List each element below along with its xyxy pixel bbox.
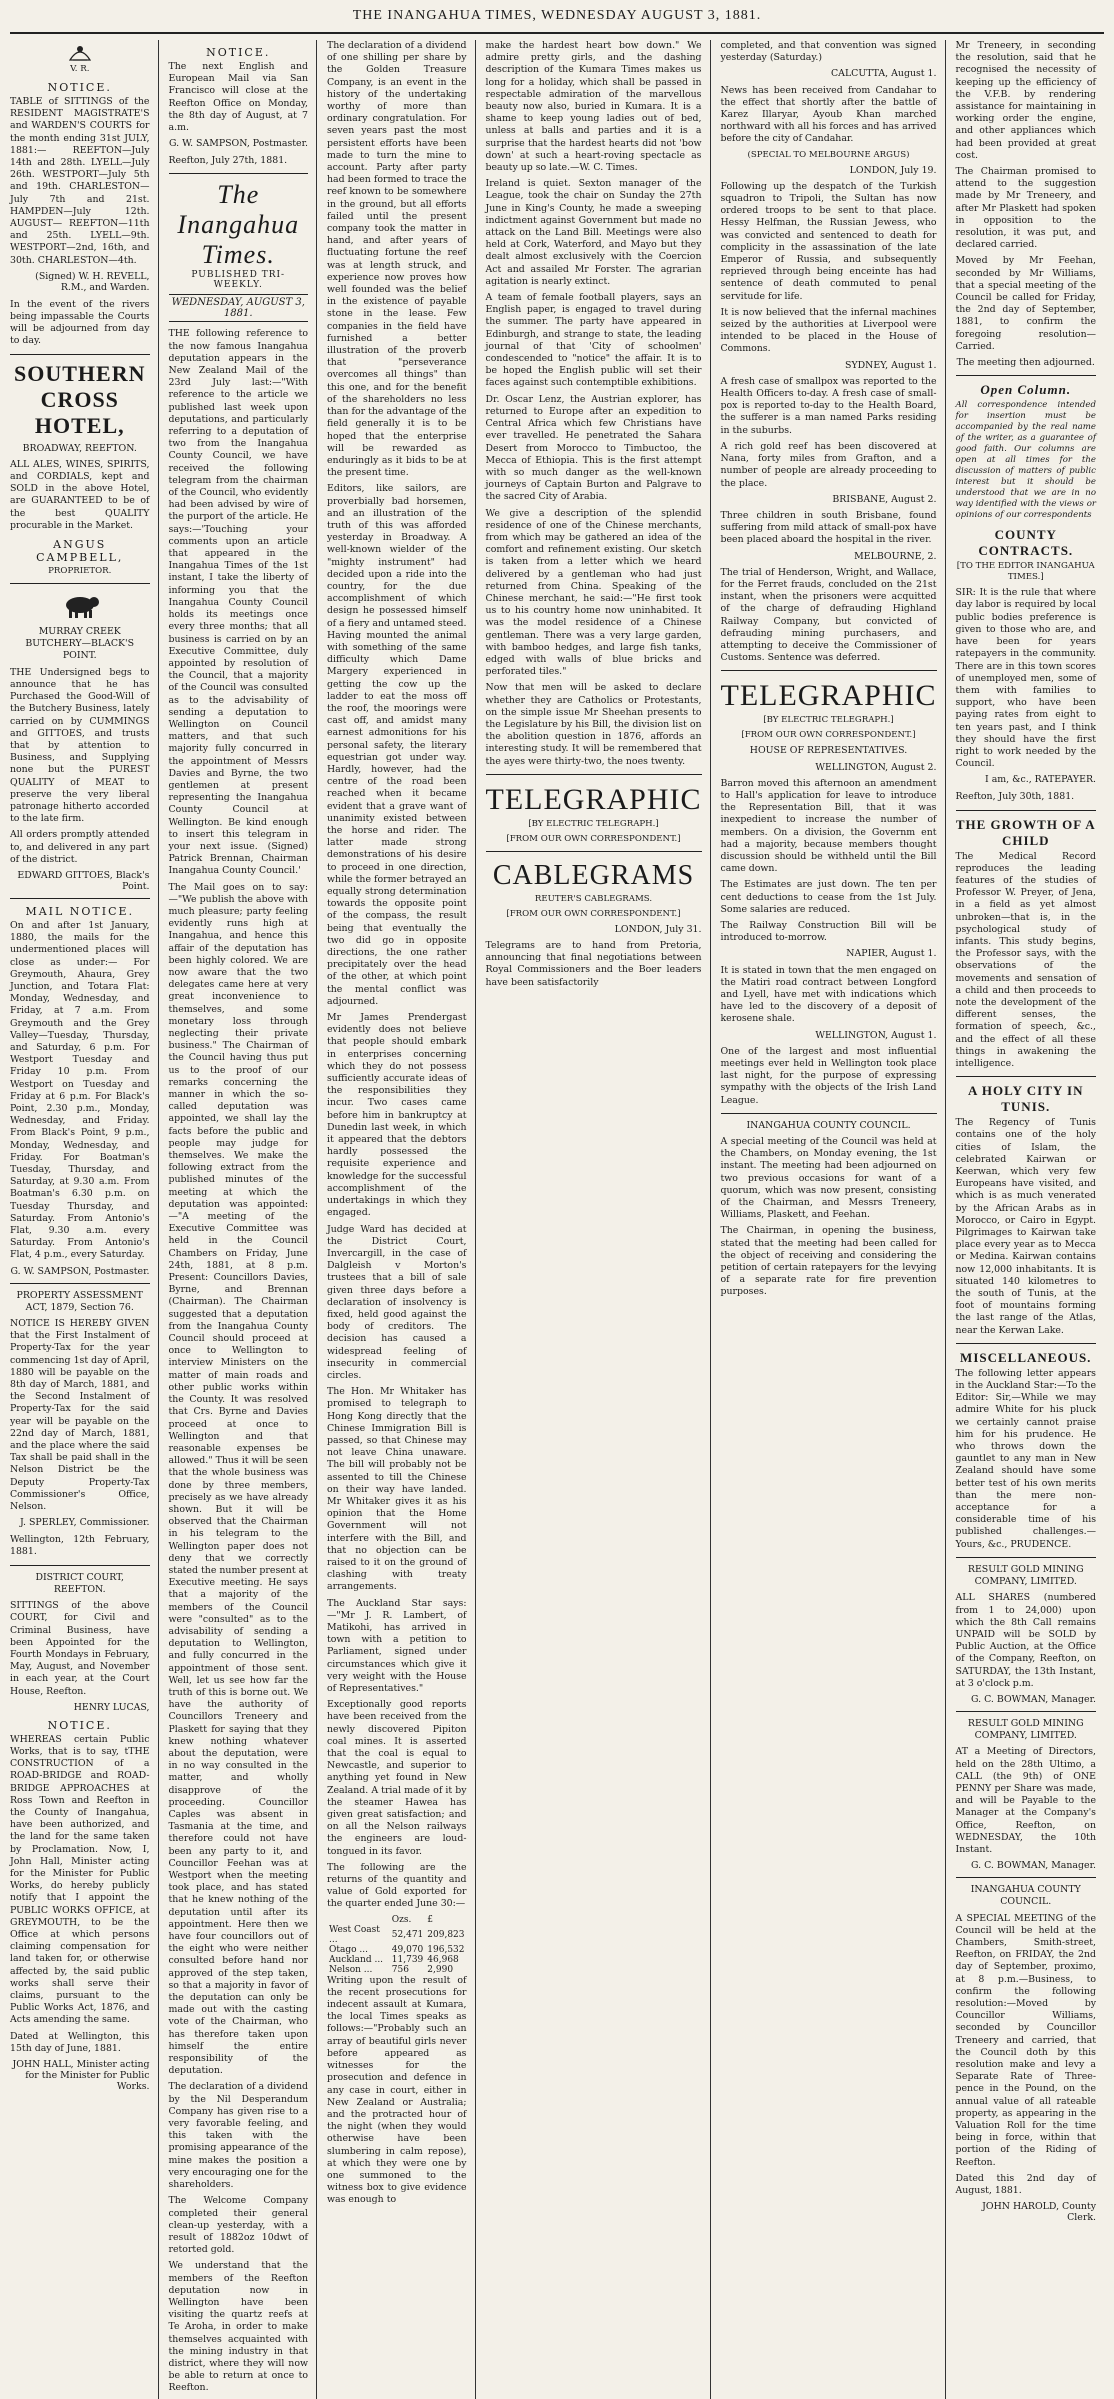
table-cell: Auckland ...	[329, 1954, 384, 1965]
telegraph-source: [FROM OUR OWN CORRESPONDENT.]	[741, 730, 916, 741]
table-cell: 209,823	[427, 1929, 465, 1940]
article-text-2: Editors, like sailors, are proverbially bad horsemen, and an illustration of the truth of this was afforded yesterday in Broadway. A well-known wielder of the "mighty instrument" had decided upon a ride into the country, for the due accomplishment of which design he possessed himself of a fiery and untamed steed. Having mounted the animal with something of the same difficulty which Dame Margery experienced in getting the cow up the ladder to eat the moss off the roof, the moorings were cast off, and amidst many earnest admonitions for his personal safety, the literary equestrian got under way. Hardly, however, had the centre of the road been reached when it became evident that a grave want of unanimity existed between the horse and rider. The latter made strong demonstrations of his desire to proceed in one direction, while the former betrayed an equally strong determination towards the opposite point of the compass, the result being that eventually the two did go in opposite directions, the one rather precipitately over the head of the other, at which point the mental conflict was adjourned.	[327, 483, 467, 1007]
column-3	[327, 40, 476, 2399]
dateline-london: LONDON, July 19.	[849, 164, 937, 176]
article-text-15: The Chairman, in opening the business, stated that the meeting had been called for the object of receiving and considering the petition of certain ratepayers for the levying of a separate rate for fire prevention purposes.	[720, 1225, 937, 1298]
rivers-text: In the event of the rivers being impassable the Courts will be adjourned from day to day.	[10, 298, 150, 347]
district-heading: DISTRICT COURT, REEFTON.	[35, 1571, 125, 1595]
article-text-14: A special meeting of the Council was held at the Chambers, on Monday evening, the 1st instant. The meeting had been adjourned on two previous occasions for want of a quorum, which was now present, consisting of the Chairman, and Messrs Treneery, Williams, Plaskett, and Feehan.	[720, 1136, 937, 1221]
article-text-1: Mr Treneery, in seconding the resolution, said that he recognised the necessity of keeping up the efficiency of the V.F.B. by rendering assistance for maintaining in working order the engine, and other appliances which had been provided at great cost.	[955, 40, 1096, 161]
result-1-signature: G. C. BOWMAN, Manager.	[970, 1693, 1096, 1705]
dateline-wellington: WELLINGTON, August 2.	[815, 761, 937, 773]
table-cell: 46,968	[427, 1954, 459, 1965]
butchery-text-2: All orders promptly attended to, and delivered in any part of the district.	[10, 829, 150, 865]
house-heading: HOUSE OF REPRESENTATIVES.	[749, 745, 908, 757]
article-text-6: The Auckland Star says:—"Mr J. R. Lambert, of Matikohi, has arrived in town with a petition to Parliament, signed under circumstances which give it very weight with the House of Representatives."	[327, 1597, 467, 1695]
table-header-cell	[327, 1915, 390, 1925]
article-text-6: Now that men will be asked to declare whether they are Catholics or Protestants, on the simple issue Mr Sheehan presents to the Legislature by his Bill, the division list on the abolition question in 1876, affords an interesting study. It will be remembered that the ayes were thirty-two, the noes twenty.	[485, 682, 702, 767]
council-heading: INANGAHUA COUNTY COUNCIL.	[746, 1119, 911, 1131]
divider	[721, 670, 937, 671]
divider	[956, 1343, 1097, 1344]
notice-heading: NOTICE.	[47, 81, 112, 94]
mail-text: On and after 1st January, 1880, the mails for the undermentioned places will close as under:— For Greymouth, Ahaura, Grey Junction, and Totara Flat: Monday, Wednesday, and Friday, at 7 a.m. From Greymouth and the Grey Valley—Tuesday, Thursday, and Saturday, 6 p.m. For Westport Tuesday and Friday 10 p.m. From Westport on Tuesday and Friday at 6 p.m. For Black's Point, 2.30 p.m., Monday, Wednesday, and Friday. From Black's Point, 9 p.m., Monday, Wednesday, and Friday. For Boatman's Tuesday, Thursday, and Saturday, at 9.30 a.m. From Boatman's 6.30 p.m. on Tuesday Thursday, and Saturday. From Antonio's Flat, 9.30 a.m. every Saturday. From Antonio's Flat, 4 p.m., every Saturday.	[10, 919, 150, 1261]
article-text-3: A team of female football players, says an English paper, is engaged to travel during the summer. The party have appeared in Edinburgh, and strange to state, the leading journal of that 'City of schoolmen' condescended to "notice" the affair. It is to be hoped the English public will set their faces against such contemptible exhibitions.	[485, 292, 702, 389]
article-text-5: A fresh case of smallpox was reported to the Health Officers to-day. A fresh case of small-pox is reported to-day to the Health Board, the sufferer is a man named Parks residing in the suburbs.	[720, 375, 937, 436]
article-text-4: Judge Ward has decided at the District Court, Invercargill, in the case of Dalgleish v Morton's trustees that a bill of sale given three days before a declaration of insolvency is fixed, held good against the body of creditors. The decision has caused a widespread feeling of insecurity in commercial circles.	[327, 1223, 467, 1381]
article-text-1: make the hardest heart bow down." We admire pretty girls, and the dashing description of the Kumara Times makes us long for a holiday, which shall be passed in respectable admiration of the marvellous beauty now also, buried in Kumara. It is a shame to keep young ladies out of bed, unless at balls and parties and it is a surprise that the hardest hearts did not 'bow down' at such a heart-roving spectacle as beauty up so late.—W. C. Times.	[485, 40, 702, 174]
cable-text: Telegrams are to hand from Pretoria, announcing that final negotiations between Royal Commissioners and the Boer leaders have been satisfactorily	[485, 939, 702, 988]
dateline-melbourne: MELBOURNE, 2.	[854, 550, 937, 562]
district-signature: HENRY LUCAS,	[73, 1701, 150, 1713]
sittings-text: TABLE of SITTINGS of the RESIDENT MAGISTRATE'S and WARDEN'S COURTS for the month ending 31st JULY, 1881:— REEFTON—July 14th and 28th. LYELL—July 26th. WESTPORT—July 5th and 19th. CHARLESTON—July 7th and 21st. HAMPDEN—July 12th. AUGUST— REEFTON—11th and 25th. LYELL—9th. WESTPORT—2nd, 16th, and 30th. CHARLESTON—4th.	[10, 96, 150, 266]
columns	[10, 34, 1104, 2394]
article-text-11: The Railway Construction Bill will be introduced to-morrow.	[720, 919, 937, 944]
tunis-heading: A HOLY CITY IN TUNIS.	[968, 1083, 1084, 1115]
result-2-heading: RESULT GOLD MINING COMPANY, LIMITED.	[967, 1717, 1084, 1742]
table-cell: 756	[391, 1964, 409, 1975]
hotel-owner-title: PROPRIETOR.	[48, 566, 112, 577]
article-text-3: Moved by Mr Feehan, seconded by Mr Williams, that a special meeting of the Council be called for Friday, the 2nd day of September, 1881, to confirm the foregoing resolution—Carried.	[955, 255, 1096, 352]
column-2	[169, 40, 318, 2399]
hotel-owner: ANGUS CAMPBELL,	[36, 538, 124, 565]
council-2-date: Dated this 2nd day of August, 1881.	[955, 2172, 1096, 2197]
header-title: THE INANGAHUA TIMES, WEDNESDAY AUGUST 3, 1881.	[352, 8, 762, 23]
mail-signature: G. W. SAMPSON, Postmaster.	[10, 1265, 150, 1277]
divider	[956, 1877, 1097, 1878]
notice-2-date: Dated at Wellington, this 15th day of June, 1881.	[10, 2030, 150, 2054]
masthead: The Inangahua Times.	[177, 180, 300, 270]
divider	[486, 774, 702, 775]
telegraphic-heading: TELEGRAPHIC	[485, 782, 702, 816]
table-row	[327, 1965, 467, 1975]
article-text-7: Three children in south Brisbane, found suffering from mild attack of small-pox have been placed aboard the hospital in the river.	[720, 509, 937, 546]
result-1-text: ALL SHARES (numbered from 1 to 24,000) upon which the 8th Call remains UNPAID will be SOLD by Public Auction, at the Office of the Company, Reefton, on SATURDAY, the 13th Instant, at 3 o'clock p.m.	[955, 1592, 1096, 1689]
column-1	[10, 40, 159, 2399]
article-text-9: Barron moved this afternoon an amendment to Hall's application for leave to introduce the Representation Bill, that it was inexpedient to increase the number of members. On a division, the Governm ent had a majority, because members thought discussion should be withheld until the Bill came down.	[720, 777, 937, 875]
tunis-text: The Regency of Tunis contains one of the holy cities of Islam, the celebrated Kairwan or Keerwan, which very few Europeans have visited, and which is as much venerated by the African Arabs as in Morocco, or Cairo in Egypt. Pilgrimages to Kairwan take place every year as to Mecca or Medina. Kairwan contains now 12,000 inhabitants. It is situated 140 kilometres to the south of Tunis, at the foot of mountains forming the last range of the Atlas, near the Kerwan Lake.	[955, 1117, 1096, 1336]
table-cell: 11,739	[391, 1954, 424, 1965]
cable-subheading: REUTER'S CABLEGRAMS.	[534, 893, 653, 904]
royal-crest-icon	[65, 40, 95, 64]
article-text-9: Writing upon the result of the recent prosecutions for indecent assault at Kumara, the local Times speaks as follows:—"Probably such an array of beautiful girls never before appeared as witnesses for the prosecution and defence in any case in court, either in New Zealand or Australia; and the protracted hour of the night (when they would otherwise have been slumbering in calm repose), at which they were one by one summoned to the witness box to give evidence was enough to	[327, 1974, 467, 2206]
notice-2-text: WHEREAS certain Public Works, that is to say, tTHE CONSTRUCTION of a ROAD-BRIDGE and ROAD-BRIDGE APPROACHES at Ross Town and Reefton in the County of Inangahua, have been authorized, and the land for the same taken by Proclamation. Now, I, John Hall, Minister acting for the Minister for Public Works, do hereby publicly notify that I appoint the PUBLIC WORKS OFFICE, at GREYMOUTH, to be the Office at which persons claiming compensation for land taken for, or otherwise affected by, the said public works shall serve their claims, pursuant to the Public Works Act, 1876, and Acts amending the same.	[10, 1733, 150, 2026]
article-text-2: Ireland is quiet. Sexton manager of the League, took the chair on Sunday the 27th June in King's County, he made a sweeping indictment against Government but made no attack on the Land Bill. Meetings were also held at Cork, Waterford, and Mayo but they dealt almost exclusively with the Coercion Act and assailed Mr Forster. The agrarian agitation is nearly extinct.	[485, 178, 702, 287]
notice-heading: NOTICE.	[206, 46, 271, 59]
column-4	[486, 40, 711, 2399]
divider	[10, 583, 150, 584]
contracts-heading: COUNTY CONTRACTS.	[978, 527, 1074, 559]
district-text: SITTINGS of the above COURT, for Civil and Criminal Business, have been Appointed for the Fourth Mondays in February, May, August, and November in each year, at the Court House, Reefton.	[10, 1600, 150, 1697]
property-heading: PROPERTY ASSESSMENT ACT, 1879, Section 76.	[16, 1289, 143, 1313]
telegraph-subheading: [BY ELECTRIC TELEGRAPH.]	[763, 715, 894, 726]
result-2-text: AT a Meeting of Directors, held on the 28th Ultimo, a CALL (the 9th) of ONE PENNY per Share was made, and will be Payable to the Manager at the Company's Office, Reefton, on WEDNESDAY, the 10th Instant.	[955, 1746, 1096, 1855]
lead-article-5: We understand that the members of the Reefton deputation now in Wellington have been visiting the quartz reefs at Te Aroha, in order to make themselves acquainted with the mining industry in that district, where they will now be able to return at once to Reefton.	[168, 2260, 308, 2394]
bull-icon	[58, 590, 102, 620]
cablegrams-heading: CABLEGRAMS	[492, 859, 695, 891]
table-header-cell: Ozs.	[391, 1914, 412, 1925]
article-text-5: The Hon. Mr Whitaker has promised to telegraph to Hong Kong directly that the Chinese Immigration Bill is passed, so that Chinese may not leave China unaware. The bill will probably not be assented to till the Chinese on their way have landed. Mr Whitaker gives it as his opinion that the Home Government will not interfere with the Bill, and that no objection can be raised to it on the ground of clashing with treaty arrangements.	[327, 1386, 467, 1593]
table-cell: 52,471	[391, 1929, 424, 1940]
notice-signature: G. W. SAMPSON, Postmaster.	[168, 138, 308, 150]
table-cell: West Coast ...	[329, 1924, 380, 1945]
published-line: PUBLISHED TRI-WEEKLY.	[191, 270, 286, 291]
divider	[721, 1113, 937, 1114]
council-2-text: A SPECIAL MEETING of the Council will be held at the Chambers, Smith-street, Reefton, on FRIDAY, the 2nd day of September, proximo, at 8 p.m.—Business, to confirm the following resolution:—Moved by Councillor Williams, seconded by Councillor Treneery and carried, that the Council doth by this resolution make and levy a Separate Rate of Three-pence in the Pound, on the annual value of all rateable property, as appearing in the Valuation Roll for the time being in force, within that portion of the Riding of Reefton.	[955, 1912, 1096, 2168]
misc-heading: MISCELLANEOUS.	[960, 1349, 1092, 1365]
contracts-to: [TO THE EDITOR INANGAHUA TIMES.]	[956, 561, 1095, 583]
table-cell: 196,532	[427, 1944, 465, 1955]
gold-returns-table	[327, 1915, 467, 1975]
open-column-heading: Open Column.	[980, 382, 1072, 398]
table-row	[327, 1925, 467, 1945]
cable-source: [FROM OUR OWN CORRESPONDENT.]	[506, 908, 681, 919]
special-line: (SPECIAL TO MELBOURNE ARGUS)	[747, 149, 910, 160]
council-2-heading: INANGAHUA COUNTY COUNCIL.	[970, 1884, 1081, 1908]
article-text-13: One of the largest and most influential meetings ever held in Wellington took place last night, for the purpose of expressing sympathy with the objects of the Irish Land League.	[720, 1045, 937, 1106]
contracts-text: SIR: It is the rule that where day labor is required by local public bodies preference is given to those who are, and have been for years ratepayers in the community. There are in this town scores of unemployed men, some of them with families to support, who have been paying rates from eight to ten years past, and I think they should have the first right to work needed by the Council.	[955, 587, 1096, 770]
dateline-sydney: SYDNEY, August 1.	[845, 359, 937, 371]
issue-date: WEDNESDAY, AUGUST 3, 1881.	[169, 294, 309, 322]
hotel-title: SOUTHERN CROSS HOTEL,	[14, 360, 146, 438]
article-text-1: The declaration of a dividend of one shilling per share by the Golden Treasure Company, is an event in the history of the undertaking worthy of more than ordinary congratulation. For seven years past the most persistent efforts have been made to turn the mine to account. Party after party had been formed to trace the reef known to be somewhere in the ground, but all efforts failed until the present company took the matter in hand, and after years of fluctuating fortune the reef was at length struck, and experience now proves how well founded was the belief in the existence of payable stone in the lease. Few companies in the field have furnished a better illustration of the proverb that "perseverance overcomes all things" than this one, and for the benefit of the shareholders no less than for the advantage of the field generally it is to be hoped that the enterprise will be rewarded as enduringly as it bids to be at the present time.	[327, 40, 467, 479]
open-column-note: All correspondence intended for insertion must be accompanied by the real name of the writer, as a guarantee of good faith. Our columns are open at all times for the discussion of matters of public interest but it should be understood that we are in no way identified with the views or opinions of our correspondents	[955, 400, 1096, 521]
crest-letters: V. R.	[70, 64, 90, 74]
divider	[956, 1557, 1097, 1558]
sittings-signature: (Signed) W. H. REVELL, R.M., and Warden.	[35, 270, 150, 293]
article-text-5: We give a description of the splendid residence of one of the Chinese merchants, from which may be gathered an idea of the comfort and refinement existing. Our sketch is taken from a letter which we heard delivered by a gentleman who had just returned from China. Speaking of the Chinese merchant, he said:—"He first took us to his country home now uninhabited. It was the model residence of a Chinese gentleman. There was a very large garden, with bamboo hedges, and large fish tanks, edged with walls of blue bricks and perforated tiles."	[485, 507, 702, 678]
article-text-6: A rich gold reef has been discovered at Nana, forty miles from Grafton, and a number of people are already proceeding to the place.	[720, 440, 937, 489]
property-date: Wellington, 12th February, 1881.	[10, 1534, 150, 1558]
notice-2-signature: JOHN HALL, Minister acting for the Minister for Public Works.	[12, 2059, 150, 2092]
divider	[10, 1283, 150, 1284]
dateline-brisbane: BRISBANE, August 2.	[832, 493, 937, 505]
dateline-wellington-2: WELLINGTON, August 1.	[815, 1029, 937, 1041]
article-text-3: Mr James Prendergast evidently does not believe that people should embark in enterprises concerning which they do not possess sufficiently accurate ideas of the responsibilities they incur. Two cases came before him in bankruptcy at Dunedin last week, in which it appeared that the debtors hardly possessed the requisite experience and knowledge for the successful accomplishment of the undertakings in which they engaged.	[327, 1012, 467, 1219]
article-text-12: It is stated in town that the men engaged on the Matiri road contract between Longford and Lyell, have met with indications which have led to the discovery of a deposit of kerosene shale.	[720, 964, 937, 1025]
butchery-text: THE Undersigned begs to announce that he has Purchased the Good-Will of the Butchery Business, lately carried on by CUMMINGS and GITTOES, and trusts that by attention to Business, and Supplying none but the PUREST QUALITY of MEAT to preserve the very liberal patronage hitherto accorded to the late firm.	[10, 666, 150, 825]
divider	[956, 1076, 1097, 1077]
mail-heading: MAIL NOTICE.	[25, 904, 135, 918]
table-row	[327, 1955, 467, 1965]
divider	[956, 1711, 1097, 1712]
table-header-cell: £	[427, 1914, 434, 1925]
lead-article-4: The Welcome Company completed their general clean-up yesterday, with a result of 1882oz 10dwt of retorted gold.	[168, 2195, 308, 2256]
notice-date: Reefton, July 27th, 1881.	[168, 155, 288, 167]
divider	[10, 898, 150, 899]
contracts-date: Reefton, July 30th, 1881.	[955, 791, 1075, 803]
column-6	[956, 40, 1105, 2399]
table-cell: Otago ...	[329, 1944, 368, 1955]
article-text-2: The Chairman promised to attend to the suggestion made by Mr Treneery, and after Mr Plaskett had spoken in opposition to the resolution, it was put, and declared carried.	[955, 166, 1096, 251]
article-text-7: Exceptionally good reports have been received from the newly discovered Pipiton coal mines. It is asserted that the coal is equal to Newcastle, and superior to anything yet found in New Zealand. A trial made of it by the steamer Hawea has given great satisfaction; and on all the Nelson railways the engineers are loud-tongued in its favor.	[327, 1699, 467, 1857]
divider	[10, 1565, 150, 1566]
article-text-4: It is now believed that the infernal machines seized by the authorities at Liverpool were intended to be placed in the House of Commons.	[720, 306, 937, 355]
table-cell: 49,070	[391, 1944, 424, 1955]
cable-dateline: LONDON, July 31.	[614, 923, 702, 935]
lead-article-3: The declaration of a dividend by the Nil Desperandum Company has given rise to a very favorable feeling, and this taken with the promising appearance of the mine makes the position a very encouraging one for the shareholders.	[168, 2081, 308, 2191]
result-1-heading: RESULT GOLD MINING COMPANY, LIMITED.	[967, 1563, 1084, 1588]
column-5	[721, 40, 946, 2399]
divider	[10, 354, 150, 355]
table-cell: 2,990	[427, 1964, 454, 1975]
growth-heading: THE GROWTH OF A CHILD	[955, 816, 1096, 848]
table-header-row	[327, 1915, 467, 1925]
hotel-address: BROADWAY, REEFTON.	[22, 442, 137, 454]
dateline-napier: NAPIER, August 1.	[846, 948, 937, 960]
council-2-signature: JOHN HAROLD, County Clerk.	[982, 2201, 1096, 2224]
growth-text: The Medical Record reproduces the leading features of the studies of Professor W. Preyer, of Jena, in a field as yet almost unbroken—that is, in the psychological study of infants. This study begins, the Professor says, with the observations of the movements and sensation of a child and then proceeds to note the development of the different senses, the formation of speech, &c., and the effect of all these things in awakening the intelligence.	[955, 850, 1096, 1069]
divider	[956, 375, 1097, 376]
dateline-calcutta: CALCUTTA, August 1.	[831, 68, 937, 80]
property-signature: J. SPERLEY, Commissioner.	[19, 1517, 150, 1529]
misc-text: The following letter appears in the Auckland Star:—To the Editor: Sir,—While we may admire White for his pluck we certainly cannot praise him for his prudence. He who throws down the gauntlet to any man in New Zealand should have some better test of his own merits than the mere non-acceptance for a considerable time of his published challenges.—Yours, &c., PRUDENCE.	[955, 1367, 1096, 1550]
telegraphic-heading: TELEGRAPHIC	[720, 679, 937, 713]
butchery-signature: EDWARD GITTOES, Black's Point.	[17, 869, 150, 892]
divider	[956, 810, 1097, 811]
hotel-text: ALL ALES, WINES, SPIRITS, and CORDIALS, kept and SOLD in the above Hotel, are GUARANTEED to be of the best QUALITY procurable in the Market.	[10, 458, 150, 531]
page-header	[10, 0, 1104, 34]
notice-2-heading: NOTICE.	[47, 1718, 112, 1732]
article-text-8: The following are the returns of the quantity and value of Gold exported for the quarter ended June 30:—	[327, 1861, 467, 1910]
article-text-1: completed, and that convention was signed yesterday (Saturday.)	[720, 40, 937, 64]
divider	[169, 173, 309, 174]
article-text-8: The trial of Henderson, Wright, and Wallace, for the Ferret frauds, concluded on the 21st instant, when the prisoners were acquitted of the charge of defrauding Highland Railway Company, but convicted of defrauding mining purchasers, and attempting to deceive the Commissioner of Customs. Sentence was deferred.	[720, 566, 937, 664]
notice-text: The next English and European Mail via San Francisco will close at the Reefton Office on Monday, the 8th day of August, at 7 a.m.	[168, 61, 308, 134]
divider	[486, 851, 702, 852]
article-text-4: Dr. Oscar Lenz, the Austrian explorer, has returned to Europe after an expedition to Central Africa which few Christians have ever travelled. He penetrated the Sahara Desert from Morocco to Timbuctoo, the Mecca of Ethiopia. This is the first attempt with so much danger as the well-known journeys of Captain Burton and Palgrave to the sacred City of Arabia.	[485, 393, 702, 503]
table-row	[327, 1945, 467, 1955]
telegraph-subheading: [BY ELECTRIC TELEGRAPH.]	[528, 818, 659, 829]
result-2-signature: G. C. BOWMAN, Manager.	[970, 1860, 1096, 1872]
contracts-signature: I am, &c., RATEPAYER.	[985, 774, 1096, 786]
property-text: NOTICE IS HEREBY GIVEN that the First Instalment of Property-Tax for the year commencing 1st day of April, 1880 will be payable on the 8th day of March, 1881, and the Second Instalment of Property-Tax for the said year will be payable on the 22nd day of March, 1881, and the place where the said Tax shall be paid shall in the Nelson District be the Deputy Property-Tax Commissioner's Office, Nelson.	[10, 1318, 150, 1513]
lead-article-2: The Mail goes on to say:—"We publish the above with much pleasure; party feeling evidently runs high at Inangahua, and hence this affair of the deputation has been highly colored. We are now aware that the two delegates came here at very great inconvenience to themselves, and some monetary loss through neglecting their private business." The Chairman of the Council having thus put us to the proof of our remarks concerning the manner in which the so-called deputation was appointed, we shall lay the facts before the public and people may judge for themselves. We make the following extract from the published minutes of the meeting at which the deputation was appointed:—"A meeting of the Executive Committee was held in the Council Chambers on Friday, June 24th, 1881, at 8 p.m. Present: Councillors Davies, Byrne, and Brennan (Chairman). The Chairman suggested that a deputation from the Inangahua County Council should proceed at once to Wellington to interview Ministers on the matter of main roads and other public works within the County. It was resolved that Crs. Byrne and Davies proceed at once to Wellington and that reasonable expenses be allowed." Thus it will be seen that the whole business was done by three members, precisely as we have already shown. But it will be observed that the Chairman in his telegram to the Wellington paper does not deny that we correctly stated the number present at Executive meeting. He says that a majority of the members of the Council were "consulted" as to the advisability of sending a deputation to Wellington, and fully concurred in the appointment of those sent. Well, let us see how far the truth of this is borne out. We have the authority of Councillors Treneery and Plaskett for saying that they knew nothing whatever about the deputation, were in no way consulted in the matter, and wholly disapprove of the proceeding. Councillor Caples was absent in Tasmania at the time, and therefore could not have been any party to it, and Councillor Feehan was at Westport when the meeting took place, and has stated that he knew nothing of the deputation until after its appointment. Here then we have four councillors out of the eight who were neither consulted before hand nor approved of the step taken, so that a majority in favor of the deputation can only be made out with the casting vote of the Chairman, who has therefore taken upon himself the entire responsibility of the deputation.	[168, 881, 308, 2077]
butchery-title: MURRAY CREEK BUTCHERY—BLACK'S POINT.	[25, 626, 135, 662]
article-text-4: The meeting then adjourned.	[956, 357, 1095, 369]
telegraph-source: [FROM OUR OWN CORRESPONDENT.]	[506, 833, 681, 844]
article-text-10: The Estimates are just down. The ten per cent deductions to cease from the 1st July. Some salaries are reduced.	[720, 879, 937, 915]
article-text-2: News has been received from Candahar to the effect that shortly after the battle of Karez Illaryar, Ayoub Khan marched northward with all his forces and has arrived before the city of Candahar.	[720, 84, 937, 145]
lead-article-1: THE following reference to the now famous Inangahua deputation appears in the New Zealand Mail of the 23rd July last:—"With reference to the article we published last week upon deputations, and particularly referring to a deputation of two from the Inangahua County Council, we have received the following telegram from the chairman of the Council, who evidently had been advised by wire of the purport of the article. He says:—'Touching your comments upon an article that appeared in the Inangahua Times of the 1st instant, I take the liberty of informing you that the Inangahua County Council holds its meetings once every three months; that all business is carried on by an Executive Committee, duly appointed by resolution of the Council, that a majority of the Council was consulted as to the advisability of sending a deputation to Wellington on Council matters, and that such majority fully concurred in the appointment of Messrs Davies and Byrne, the two gentlemen at present representing the Inangahua County Council at Wellington. Be kind enough to insert this telegram in your next issue. (Signed) Patrick Brennan, Chairman Inangahua County Council.'	[168, 328, 308, 877]
article-text-3: Following up the despatch of the Turkish squadron to Tripoli, the Sultan has now ordered troops to be sent to that place. Hessy Helfman, the Russian Jewess, who was convicted and sentenced to death for complicity in the assassination of the late Emperor of Russia, and subsequently reprieved through being enceinte has had sentence of death commuted to penal servitude for life.	[720, 180, 937, 302]
table-cell: Nelson ...	[329, 1964, 373, 1975]
